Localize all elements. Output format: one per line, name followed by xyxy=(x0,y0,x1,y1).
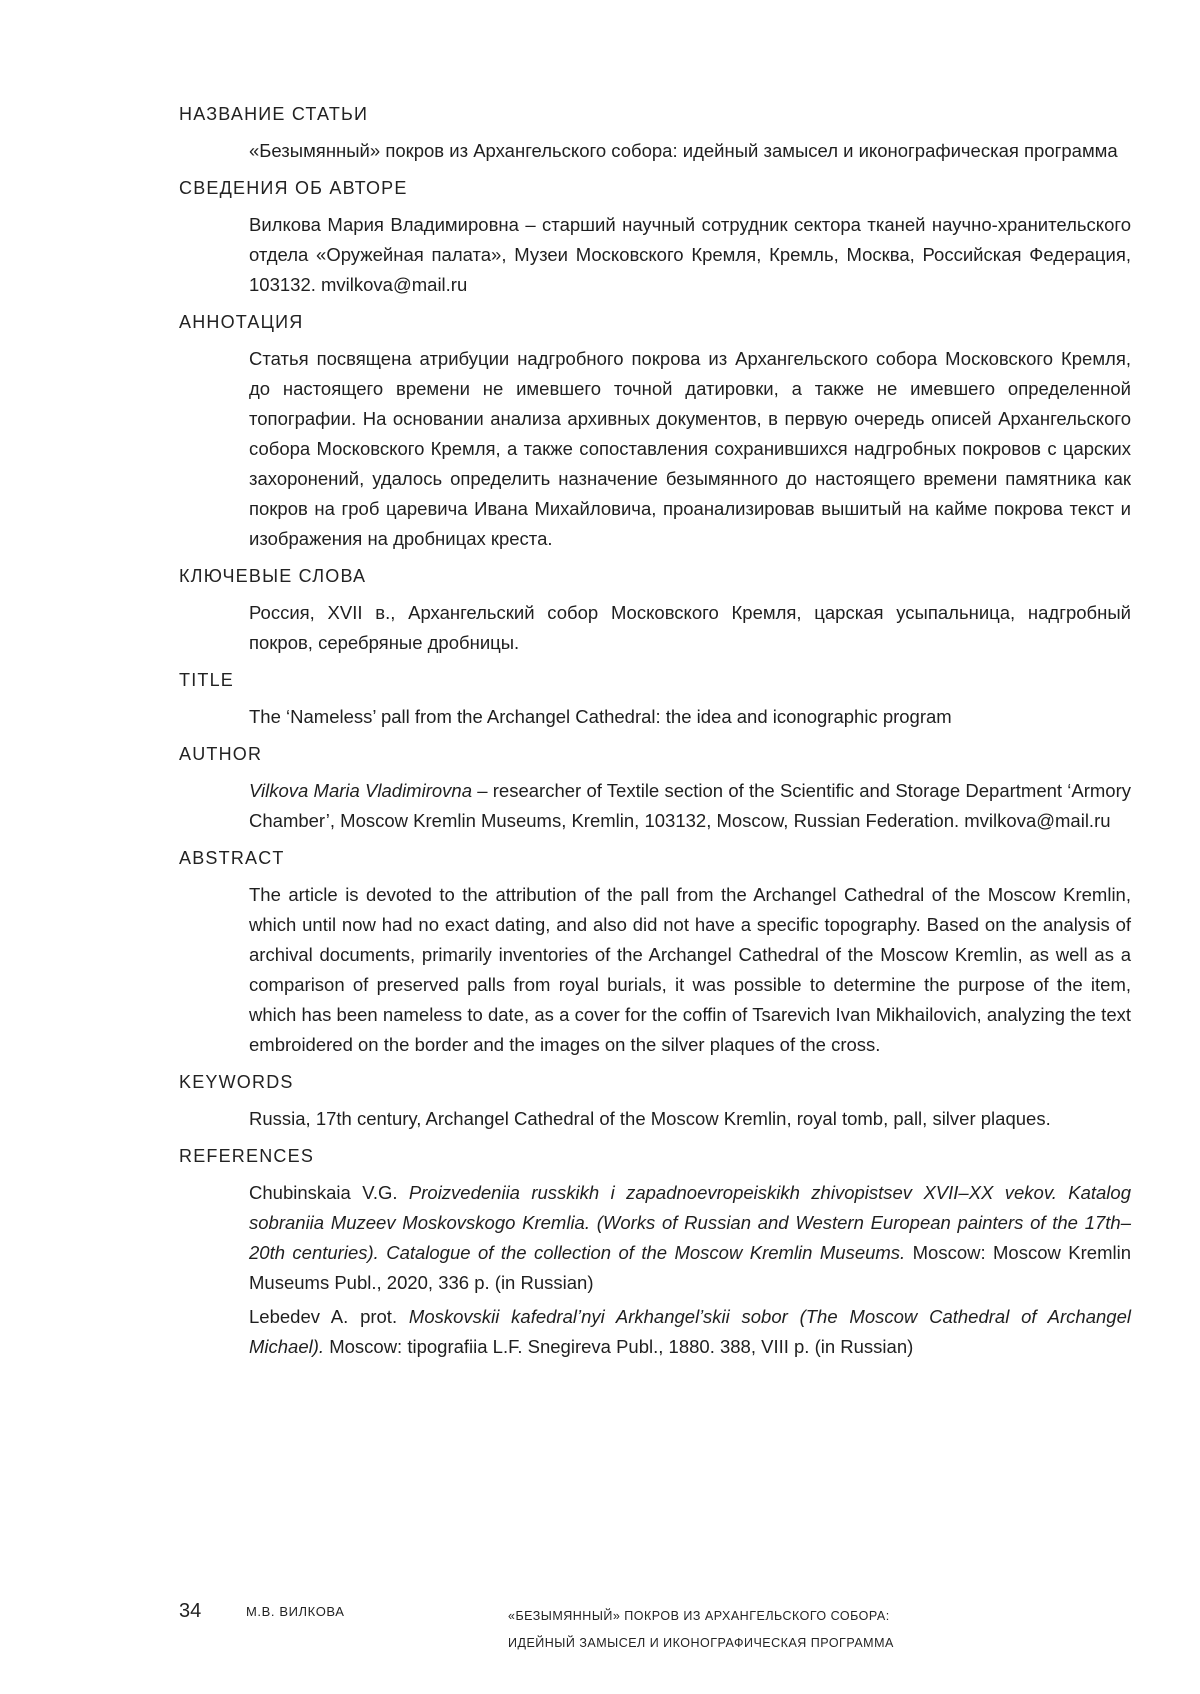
reference-item xyxy=(249,1302,1131,1362)
section-heading: ABSTRACT xyxy=(179,848,285,868)
section-text: The article is devoted to the attribution of the pall from the Archangel Cathedral of the Moscow Kremlin, which until now had no exact dating, and also did not have a specific topography. Based on the analysis of archival documents, primarily inventories of the Archangel Cathedral of the Moscow Kremlin, as well as a comparison of preserved palls from royal burials, it was possible to determine the purpose of the item, which has been nameless to date, as a cover for the coffin of Tsarevich Ivan Mikhailovich, analyzing the text embroidered on the border and the images on the silver plaques of the cross. xyxy=(249,884,1131,1055)
article-metadata xyxy=(179,101,1131,1371)
section-text: Россия, XVII в., Архангельский собор Московского Кремля, царская усыпальница, надгробный покров, серебряные дробницы. xyxy=(249,602,1131,653)
reference-title: Proizvedeniia russkikh i zapadnoevropeiskikh zhivopistsev XVII–XX vekov. Katalog sobraniia Muzeev Moskovskogo Kremlia. (Works of Russian and Western European painters of the 17th–20th centuries). Catalogue of the collection of the Moscow Kremlin Museums. xyxy=(249,1182,1131,1263)
section-author-ru xyxy=(179,175,1131,300)
section-text: Вилкова Мария Владимировна – старший научный сотрудник сектора тканей научно-хранительского отдела «Оружейная палата», Музеи Московского Кремля, Кремль, Москва, Российская Федерация, 103132. mvilkova@mail.ru xyxy=(249,214,1131,295)
section-heading: СВЕДЕНИЯ ОБ АВТОРЕ xyxy=(179,178,408,198)
section-abstract-en xyxy=(179,845,1131,1060)
section-title-en xyxy=(179,667,1131,732)
section-text: Статья посвящена атрибуции надгробного покрова из Архангельского собора Московского Кремля, до настоящего времени не имевшего точной датировки, а также не имевшего определенной топографии. На основании анализа архивных документов, в первую очередь описей Архангельского собора Московского Кремля, а также сопоставления сохранившихся надгробных покровов с царских захоронений, удалось определить назначение безымянного до настоящего времени памятника как покров на гроб царевича Ивана Михайловича, проанализировав вышитый на кайме покрова текст и изображения на дробницах креста. xyxy=(249,348,1131,549)
page-footer xyxy=(179,1600,1131,1660)
section-author-en xyxy=(179,741,1131,836)
running-title xyxy=(508,1603,894,1657)
section-heading: АННОТАЦИЯ xyxy=(179,312,304,332)
section-heading: REFERENCES xyxy=(179,1146,315,1166)
section-text xyxy=(249,776,1131,836)
author-details: – researcher of Textile section of the Scientific and Storage Department ‘Armory Chamber’, Moscow Kremlin Museums, Kremlin, 103132, Moscow, Russian Federation. mvilkova@mail.ru xyxy=(249,780,1131,831)
section-title-ru xyxy=(179,101,1131,166)
running-title-line: ИДЕЙНЫЙ ЗАМЫСЕЛ И ИКОНОГРАФИЧЕСКАЯ ПРОГРАММА xyxy=(508,1636,894,1650)
author-name: Vilkova Maria Vladimirovna xyxy=(249,780,472,801)
running-author: М.В. ВИЛКОВА xyxy=(246,1604,345,1619)
reference-publication: Moscow: tipografiia L.F. Snegireva Publ., 1880. 388, VIII p. (in Russian) xyxy=(324,1336,914,1357)
section-heading: TITLE xyxy=(179,670,235,690)
section-keywords-en xyxy=(179,1069,1131,1134)
section-text: The ‘Nameless’ pall from the Archangel Cathedral: the idea and iconographic program xyxy=(249,706,952,727)
reference-author: Chubinskaia V.G. xyxy=(249,1182,409,1203)
section-keywords-ru xyxy=(179,563,1131,658)
section-heading: КЛЮЧЕВЫЕ СЛОВА xyxy=(179,566,367,586)
section-abstract-ru xyxy=(179,309,1131,554)
section-references xyxy=(179,1143,1131,1362)
reference-item xyxy=(249,1178,1131,1298)
section-text: Russia, 17th century, Archangel Cathedral of the Moscow Kremlin, royal tomb, pall, silver plaques. xyxy=(249,1108,1051,1129)
running-title-line: «БЕЗЫМЯННЫЙ» ПОКРОВ ИЗ АРХАНГЕЛЬСКОГО СОБОРА: xyxy=(508,1609,890,1623)
page-number: 34 xyxy=(179,1600,202,1622)
section-heading: НАЗВАНИЕ СТАТЬИ xyxy=(179,104,369,124)
reference-publication: Moscow: Moscow Kremlin Museums Publ., 2020, 336 p. (in Russian) xyxy=(249,1242,1132,1293)
section-heading: KEYWORDS xyxy=(179,1072,294,1092)
reference-title: Moskovskii kafedral’nyi Arkhangel’skii sobor (The Moscow Cathedral of Archangel Michael). xyxy=(249,1306,1131,1357)
section-heading: AUTHOR xyxy=(179,744,263,764)
reference-author: Lebedev A. prot. xyxy=(249,1306,409,1327)
section-text: «Безымянный» покров из Архангельского собора: идейный замысел и иконографическая программа xyxy=(249,140,1118,161)
